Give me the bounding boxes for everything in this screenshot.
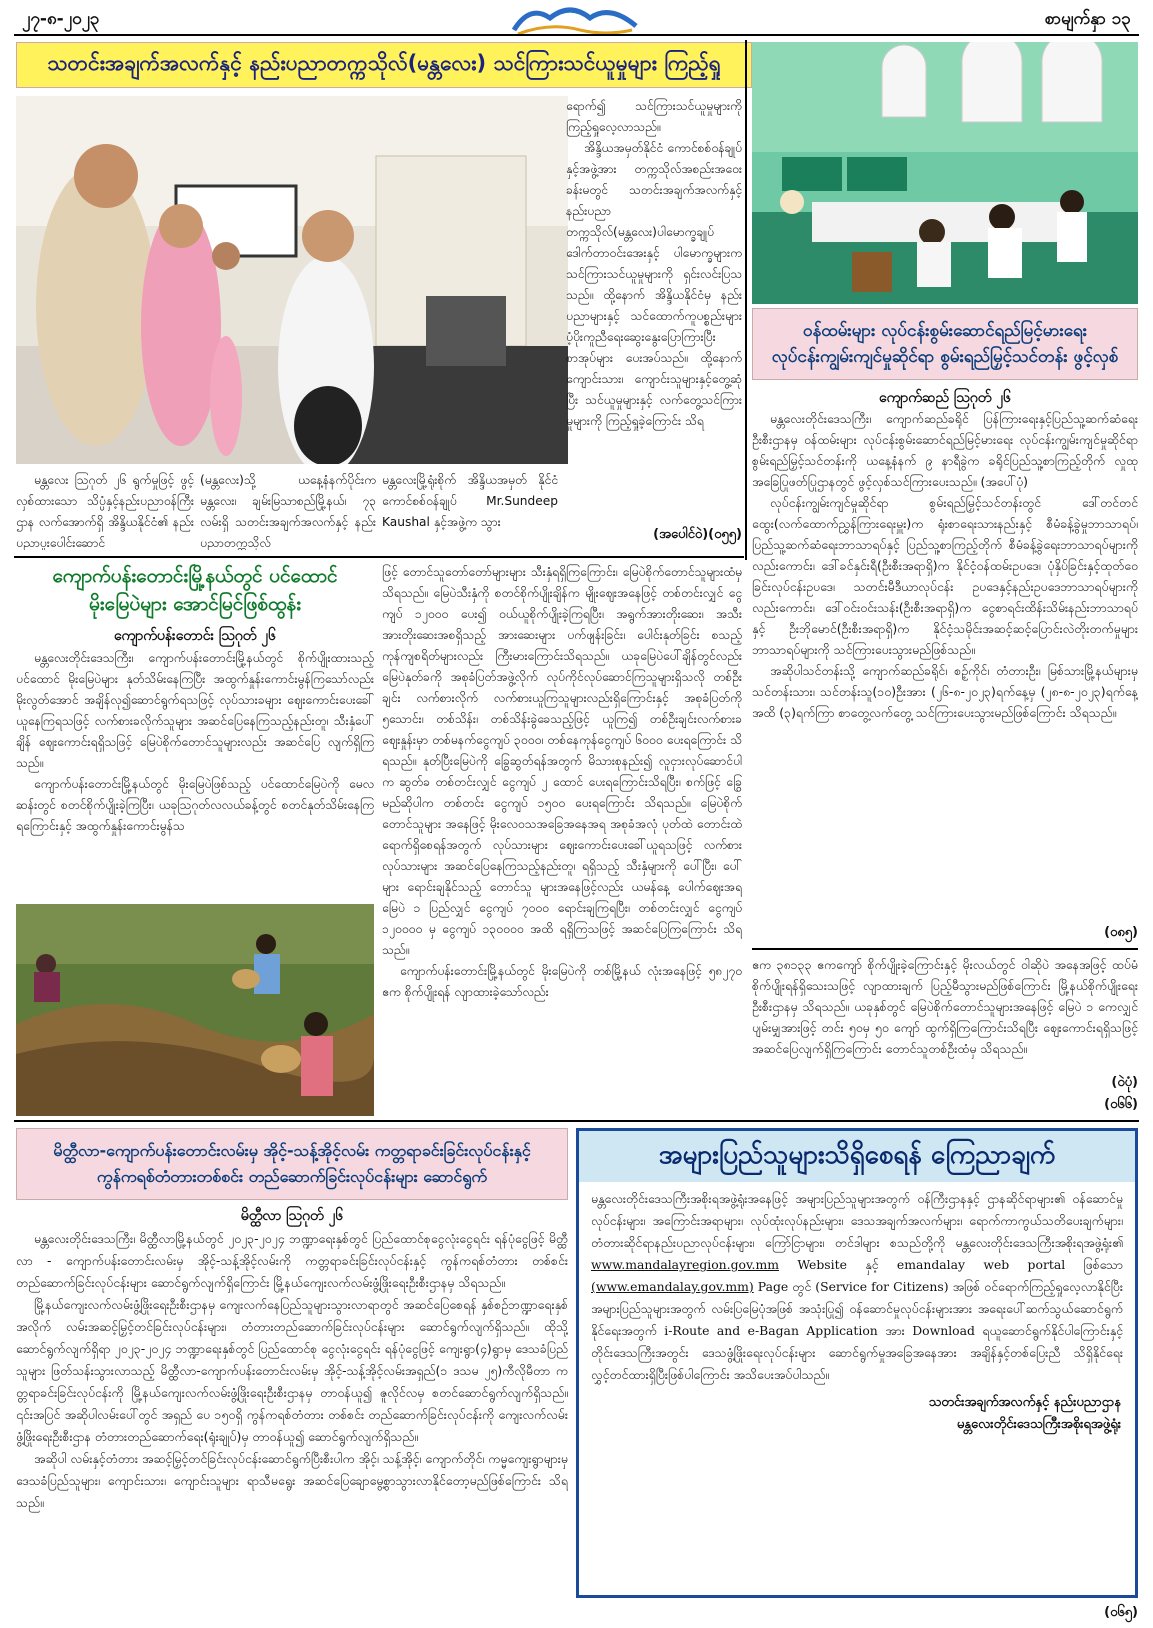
story4-para1: မန္တလေးတိုင်းဒေသကြီး၊ မိတ္ထီလာမြို့နယ်တွင် ၂၀၂၃-၂၀၂၄ ဘဏ္ဍာရေးနှစ်တွင် ပြည်ထောင်စုငွေလုံးငွေရင်း ရန်ပုံငွေဖြင့် မိတ္ထီလာ - ကျောက်ပန်းတောင်းလမ်းမှ အိုင့်-သန့်အိုင့်လမ်းကို ကတ္တရာခင်းခြင်းလုပ်ငန်းနှင့် ကွန်ကရစ်တံတား တစ်စင်း တည်ဆောက်ခြင်းလုပ်ငန်းများ ဆောင်ရွက်လျက်ရှိကြောင်း မြို့နယ်ကျေးလက်လမ်းဖွံ့ဖြိုးရေးဦးစီးဌာနမှ သိရသည်။: [16, 1231, 568, 1290]
story3-photo: [16, 904, 374, 1116]
story1-col-right-p2: အိန္ဒိယအမှတ်နိုင်ငံ ကောင်စစ်ဝန်ချုပ်နှင့်အဖွဲ့အား တက္ကသိုလ်အစည်းအဝေးခန်းမတွင် သတင်းအချက်အလက်နှင့်နည်းပညာတက္ကသိုလ်(မန္တလေး)ပါမောက္ခချုပ် ဒေါက်တာဝင်းအေးနှင့် ပါမောက္ခများက သင်ကြားသင်ယူမှုများကို ရှင်းလင်းပြသသည်။ ထို့နောက် အိန္ဒိယနိုင်ငံမှ နည်းပညာများနှင့် သင်ထောက်ကူပစ္စည်းများ ပံ့ပိုးကူညီရေးဆွေးနွေးပြောကြားပြီး စာအုပ်များ ပေးအပ်သည်။ ထို့နောက် ကျောင်းသား၊ ကျောင်းသူများနှင့်တွေ့ဆုံပြီး သင်ယူမှုများနှင့် လက်တွေ့သင်ကြားမှုများကို ကြည့်ရှုခဲ့ကြောင်း သိရ: [566, 141, 742, 428]
story4-code: (၀၆၅): [1104, 1605, 1138, 1620]
public-notice-box: [576, 1128, 1138, 1598]
story3-col3: [752, 954, 1138, 1084]
public-notice-title: အများပြည်သူများသိရှိစေရန် ကြေညာချက်: [579, 1131, 1135, 1182]
story1-col-c: [382, 470, 558, 550]
story3-para2: ကျောက်ပန်းတောင်းမြို့နယ်တွင် မိုးမြေပဲဖြစ်သည့် ပင်ထောင်မြေပဲကို မေလဆန်းတွင် စတင်စိုက်ပျိုးခဲ့ကြပြီး၊ ယခုဩဂုတ်လလယ်ခန့်တွင် စတင်နုတ်သိမ်းနေကြရကြောင်းနှင့် အထွက်နှုန်းကောင်းမွန်သ: [16, 777, 374, 833]
story4-headline-line1: မိတ္ထီလာ-ကျောက်ပန်းတောင်းလမ်းမှ အိုင့်-သန့်အိုင့်လမ်း ကတ္တရာခင်းခြင်းလုပ်ငန်းနှင့်: [53, 1141, 531, 1160]
public-notice-body-1: မန္တလေးတိုင်းဒေသကြီးအစိုးရအဖွဲ့ရုံးအနေဖြင့် အများပြည်သူများအတွက် ဝန်ကြီးဌာနနှင့် ဌာနဆိုင်ရာများ၏ ဝန်ဆောင်မှုလုပ်ငန်းများ၊ အကြောင်းအရာများ၊ လုပ်ထုံးလုပ်နည်းများ၊ ဒေသအချက်အလက်များ၊ ရောက်ကာကွယ်သတိပေးချက်များ၊ တံတားဆိုင်ရာနည်းပညာလုပ်ငန်းများ၊ ကြော်ငြာများ၊ တင်ဒါများ စသည်တို့ကို မန္တလေးတိုင်းဒေသကြီးအစိုးရအဖွဲ့ရုံး၏: [591, 1191, 1123, 1250]
emandalay-portal-link[interactable]: (www.emandalay.gov.mm): [591, 1279, 754, 1294]
story2-headline-line2: လုပ်ငန်းကျွမ်းကျင်မှုဆိုင်ရာ စွမ်းရည်မြှင့်သင်တန်း ဖွင့်လှစ်: [771, 347, 1119, 367]
story3-headline-line1: ကျောက်ပန်းတောင်းမြို့နယ်တွင် ပင်ထောင်: [52, 565, 338, 587]
public-notice-body: [579, 1182, 1135, 1392]
story1-col-right: [566, 96, 742, 524]
story3-code: (၀၆၆): [1104, 1097, 1138, 1112]
story3-headline: [16, 562, 374, 618]
story4-byline: မိတ္ထီလာ ဩဂုတ် ၂၆: [240, 1208, 344, 1224]
story4-para3: အဆိုပါ လမ်းနှင့်တံတား အဆင့်မြှင့်တင်ခြင်းလုပ်ငန်းဆောင်ရွက်ပြီးစီးပါက အိုင့်၊ သန့်အိုင့်၊ ကျောက်တိုင်၊ ကမ္မကျေးရွာများမှ ဒေသခံပြည်သူများ၊ ကျောင်းသား၊ ကျောင်းသူများ ရာသီမရွေး အဆင်ပြေချောမွေ့စွာသွားလာနိုင်တော့မည်ဖြစ်ကြောင်း သိရသည်။: [16, 1451, 568, 1510]
story2-photo: [752, 42, 1138, 304]
story1-headline: သတင်းအချက်အလက်နှင့် နည်းပညာတက္ကသိုလ်(မန္တလေး) သင်ကြားသင်ယူမှုများ ကြည့်ရှု: [16, 42, 752, 88]
story4-para2: မြို့နယ်ကျေးလက်လမ်းဖွံ့ဖြိုးရေးဦးစီးဌာနမှ ကျေးလက်နေပြည်သူများသွားလာရာတွင် အဆင်ပြေစေရန် နှစ်စဉ်ဘဏ္ဍာရေးနှစ်အလိုက် လမ်းအဆင့်မြှင့်တင်ခြင်းလုပ်ငန်းများ၊ တံတားတည်ဆောက်ခြင်းလုပ်ငန်းများ ဆောင်ရွက်လျက်ရှိသည်။ ထိုသို့ဆောင်ရွက်လျက်ရှိရာ ၂၀၂၃-၂၀၂၄ ဘဏ္ဍာရေးနှစ်တွင် ပြည်ထောင်စု ငွေလုံးငွေရင်း ရန်ပုံငွေဖြင့် ကျေးရွာ(၄)ရွာမှ ဒေသခံပြည်သူများ ဖြတ်သန်းသွားလာသည့် မိတ္ထီလာ-ကျောက်ပန်းတောင်းလမ်းမှ အိုင့်-သန့်အိုင့်လမ်းအရှည်(၁ ဒသမ ၂၅)ကီလိုမီတာ ကတ္တရာခင်းခြင်းလုပ်ငန်းကို မြို့နယ်ကျေးလက်လမ်းဖွံ့ဖြိုးရေးဦးစီးဌာနမှ တာဝန်ယူ၍ ဇူလိုင်လမှ စတင်ဆောင်ရွက်လျက်ရှိသည်။ ၎င်းအပြင် အဆိုပါလမ်းပေါ်တွင် အရှည် ပေ ၁၅၀ရှိ ကွန်ကရစ်တံတား တစ်စင်း တည်ဆောက်ခြင်းလုပ်ငန်းကို ကျေးလက်လမ်းဖွံ့ဖြိုးရေးဦးစီးဌာန တံတားတည်ဆောက်ရေး(ရုံးချုပ်)မှ တာဝန်ယူ၍ ဆောင်ရွက်လျက်ရှိသည်။: [16, 1297, 568, 1444]
story3-para1: မန္တလေးတိုင်းဒေသကြီး၊ ကျောက်ပန်းတောင်းမြို့နယ်တွင် စိုက်ပျိုးထားသည့် ပင်ထောင် မိုးမြေပဲများ နုတ်သိမ်းနေကြပြီး အထွက်နှုန်းကောင်းမွန်ကြသော်လည်း မိုးလွတ်အောင် အချိန်လု၍ဆောင်ရွက်ရသဖြင့် လုပ်သားခများ ဈေးကောင်းပေးခေါ်ယူနေကြရသဖြင့် လက်စားခလိုက်သူများ အဆင်ပြေနေကြသည့်နည်းတူ၊ သီးနှံပေါ်ချိန် ဈေးကောင်းရရှိသဖြင့် မြေပဲစိုက်တောင်သူများလည်း အဆင်ပြေ လျက်ရှိကြသည်။: [16, 651, 374, 770]
story2-byline: ကျောက်ဆည် ဩဂုတ် ၂၆: [878, 390, 1012, 406]
story1-code: (အပေါင်ဝဲ)(၀၅၅): [653, 527, 742, 542]
story2-headline: [752, 308, 1138, 380]
region-website-link[interactable]: www.mandalayregion.gov.mm: [591, 1257, 779, 1272]
story4-body: [16, 1228, 568, 1598]
page-number: စာမျက်နှာ ၁၃: [1044, 9, 1131, 29]
lower-rule: [14, 1120, 1139, 1122]
story3-col3-sign: (ဝဲပုံ): [1111, 1075, 1138, 1090]
column-divider-top: [745, 40, 747, 560]
story3-col3-text: ဧက ၃၈၁၃၃ ဧကကျော် စိုက်ပျိုးခဲ့ကြောင်းနှင့် မိုးလယ်တွင် ဝါဆိုပဲ အနေအဖြင့် ထပ်မံစိုက်ပျိုးရန်ရှိသေးသဖြင့် လျာထားချက် ပြည့်မီသွားမည်ဖြစ်ကြောင်း မြို့နယ်စိုက်ပျိုးရေးဦးစီးဌာနမှ သိရသည်။ ယခုနှစ်တွင် မြေပဲစိုက်တောင်သူများအနေဖြင့် မြေပဲ ၁ ကေလျှင် ပျမ်းမျှအားဖြင့် တင်း ၅၀မှ ၅၀ ကျော် ထွက်ရှိကြကြောင်းသိရပြီး ဈေးကောင်းရရှိသဖြင့် အဆင်ပြေလျက်ရှိကြကြောင်း တောင်သူတစ်ဦးထံမှ သိရသည်။: [752, 957, 1138, 1056]
public-notice-body-3: Page တွင် (Service for Citizens) အဖြစ် ဝင်ရောက်ကြည့်ရှုလေ့လာနိုင်ပြီး အများပြည်သူများအတွက် လမ်းပြမြေပုံအဖြစ် အသုံးပြု၍ ဝန်ဆောင်မှုလုပ်ငန်းများအား အရေးပေါ်ဆက်သွယ်ဆောင်ရွက်နိုင်ရေးအတွက် i-Route and e-Bagan Application အား Download ရယူဆောင်ရွက်နိုင်ပါကြောင်းနှင့် တိုင်းဒေသကြီးအတွင်း ဒေသဖွံ့ဖြိုးရေးလုပ်ငန်းများ ဆောင်ရွက်မှုအခြေအနေအား အချိန်နှင့်တစ်ပြေးညီ သိရှိနိုင်ရေး လွှင့်တင်ထားရှိပြီးဖြစ်ပါကြောင်း အသိပေးအပ်ပါသည်။: [591, 1279, 1123, 1382]
story3-byline: ကျောက်ပန်းတောင်း ဩဂုတ် ၂၆: [113, 628, 277, 644]
story3-col2-para1: ဖြင့် တောင်သူတော်တော်များများ သီးနှံရရှိကြကြောင်း၊ မြေပဲစိုက်တောင်သူများထံမှ သိရသည်။ မြေပဲသီးနှံကို စတင်စိုက်ပျိုးချိန်က မျိုးဈေးအနေဖြင့် တစ်တင်းလျှင် ငွေကျပ် ၁၂၀၀၀ ပေး၍ ဝယ်ယူစိုက်ပျိုးခဲ့ကြရပြီး၊ အရွက်အားတိုးဆေး၊ အသီးအားတိုးဆေးအစရှိသည့် အားဆေးများ ပက်ဖျန်းခြင်း၊ ပေါင်းနုတ်ခြင်း စသည့် ကုန်ကျစရိတ်များလည်း ကြီးမားကြောင်းသိရသည်။ ယခုမြေပဲပေါ်ချိန်တွင်လည်း မြေပဲနုတ်ခကို အစုခံပြတ်အဖွဲ့လိုက် လုပ်ကိုင်လုပ်ဆောင်ကြသူများရှိသလို တစ်ဦးချင်း လက်စားလိုက် လက်စားယူကြသူများလည်းရှိကြောင်းနှင့် အစုခံပြတ်ကို ၅သောင်း၊ တစ်သိန်း၊ တစ်သိန်းခွဲခေသည့်ဖြင့် ယူကြ၍ တစ်ဦးချင်းလက်စားခ ဈေးနှုန်းမှာ တစ်မနက်ငွေကျပ် ၃၀၀၀၊ တစ်နေကုန်ငွေကျပ် ၆၀၀၀ ပေးရကြောင်း သိရသည်။ နုတ်ပြီးမြေပဲကို ခြွေဆွတ်ရန်အတွက် မိသားစုနည်း၍ လူငှားလုပ်ဆောင်ပါက ဆွတ်ခ တစ်တင်းလျှင် ငွေကျပ် ၂ ထောင် ပေးရကြောင်းသိရပြီး၊ စက်ဖြင့် ခြွေမည်ဆိုပါက တစ်တင်း ငွေကျပ် ၁၅၀၀ ပေးရကြောင်း သိရသည်။ မြေပဲစိုက်တောင်သူများ အနေဖြင့် မိုးလေဝသအခြေအနေအရ အစုခံအလုံ ပုတ်ထဲ တောင်းထဲ ရောက်ရှိစေရန်အတွက် လုပ်သားများ ဈေးကောင်းပေးခေါ်ယူရသဖြင့် လက်စားလုပ်သားများ အဆင်ပြေနေကြသည့်နည်းတူ၊ ရရှိသည့် သီးနှံများကို ပေါ်ပြီး၊ ပေါ်များ ရောင်းချနိုင်သည့် တောင်သူ များအနေဖြင့်လည်း ယမန်နေ့ ပေါက်ဈေးအရ မြေပဲ ၁ ပြည်လျှင် ငွေကျပ် ၇၀၀၀ ရောင်းချကြရပြီး၊ တစ်တင်းလျှင် ငွေကျပ် ၁၂၀၀၀၀ မှ ငွေကျပ် ၁၃၀၀၀၀ အထိ ရရှိကြသဖြင့် အဆင်ပြေကြကြောင်း သိရသည်။: [382, 565, 742, 957]
story1-col-a: [16, 470, 194, 550]
story2-body: [752, 408, 1138, 918]
story3-col2: [382, 562, 742, 1116]
story2-para1: မန္တလေးတိုင်းဒေသကြီး၊ ကျောက်ဆည်ခရိုင် ပြန်ကြားရေးနှင့်ပြည်သူ့ဆက်ဆံရေးဦးစီးဌာနမှ ဝန်ထမ်းများ လုပ်ငန်းစွမ်းဆောင်ရည်မြင့်မားရေး လုပ်ငန်းကျွမ်းကျင်မှုဆိုင်ရာ စွမ်းရည်မြှင့်သင်တန်းကို ယနေ့နံနက် ၉ နာရီခွဲက ခရိုင်ပြည်သူ့စာကြည့်တိုက် လှုထုအခြေပြုဖတ်ပြုဌာနတွင် ဖွင့်လှစ်သင်ကြားပေးသည်။ (အပေါ်ပုံ): [752, 411, 1138, 489]
story3-col1: [16, 648, 374, 900]
story2-headline-line1: ဝန်ထမ်းများ လုပ်ငန်းစွမ်းဆောင်ရည်မြင့်မားရေး: [802, 321, 1088, 341]
story4-headline-line2: ကွန်ကရစ်တံတားတစ်စင်း တည်ဆောက်ခြင်းလုပ်ငန်းများ ဆောင်ရွက်: [96, 1167, 488, 1186]
story1-col-c-text: မန္တလေးမြို့ရုံးစိုက် အိန္ဒိယအမှတ် နိုင်ငံကောင်စစ်ဝန်ချုပ် Mr.Sundeep Kaushal နှင့်အဖွဲ့က သွား: [382, 473, 558, 529]
public-notice-signature-dept: သတင်းအချက်အလက်နှင့် နည်းပညာဌာန: [928, 1395, 1121, 1410]
story1-col-a-text: မန္တလေး ဩဂုတ် ၂၆ ရွက်မှုဖြင့် ဖွင့်လှစ်ထားသော သိပ္ပံနှင့်နည်းပညာဝန်ကြီး ဌာန လက်အောက်ရှိ အိန္ဒိယနိုင်ငံ၏ နည်းပညာပူးပေါင်းဆောင်: [16, 473, 194, 550]
story4-headline: [16, 1128, 568, 1200]
mid-rule-right: [752, 948, 1138, 950]
issue-date: ၂၇-၈-၂၀၂၃: [22, 9, 100, 29]
story1-col-b: [200, 470, 376, 550]
story1-col-right-p1: ရောက်၍ သင်ကြားသင်ယူမှုများကို ကြည့်ရှုလေ့လာသည်။: [566, 99, 742, 134]
public-notice-signature-office: မန္တလေးတိုင်းဒေသကြီးအစိုးရအဖွဲ့ရုံး: [956, 1417, 1121, 1432]
story2-code: (၀၈၅): [1104, 925, 1138, 940]
story3-col2-para2: ကျောက်ပန်းတောင်းမြို့နယ်တွင် မိုးမြေပဲကို တစ်မြို့နယ် လုံးအနေဖြင့် ၅၈၂၇၀ ဧက စိုက်ပျိုးရန် လျာထားခဲ့သော်လည်း: [382, 964, 742, 999]
mid-rule-left: [14, 556, 744, 558]
story1-col-b-text: (မန္တလေး)သို့ ယနေ့နံနက်ပိုင်းက မန္တလေး၊ ချမ်းမြသာစည်မြို့နယ်၊ ၇၃ လမ်းရှိ သတင်းအချက်အလက်နှင့် နည်းပညာတက္ကသိုလ်: [200, 473, 376, 550]
story3-headline-line2: မိုးမြေပဲများ အောင်မြင်ဖြစ်ထွန်း: [88, 593, 302, 615]
story2-para3: အဆိုပါသင်တန်းသို့ ကျောက်ဆည်ခရိုင်၊ စဉ့်ကိုင်၊ တံတားဦး၊ မြစ်သားမြို့နယ်များမှ သင်တန်းသား၊ သင်တန်းသူ(၁၀)ဦးအား (၂၆-၈-၂၀၂၃)ရက်နေ့မှ (၂၈-၈-၂၀၂၃)ရက်နေ့အထိ (၃)ရက်ကြာ စာတွေ့လက်တွေ့ သင်ကြားပေးသွားမည်ဖြစ်ကြောင်း သိရသည်။: [752, 663, 1138, 720]
header-rule: [14, 34, 1139, 36]
story1-photo: [16, 96, 568, 464]
story2-para2: လုပ်ငန်းကျွမ်းကျင်မှုဆိုင်ရာ စွမ်းရည်မြှင့်သင်တန်းတွင် ဒေါ်တင်တင်ထွေး(လက်ထောက်ညွှန်ကြားရေးမှူး)က ရုံးစာရေးသားနည်းနှင့် စီမံခန့်ခွဲမှုဘာသာရပ်၊ ပြည်သူ့ဆက်ဆံရေးဘာသာရပ်နှင့် ပြည်သူ့စာကြည့်တိုက် စီမံခန့်ခွဲရေးဘာသာရပ်များကိုလည်းကောင်း၊ ဒေါ်ခင်နှင်းရီ(ဦးစီးအရာရှိ)က နိုင်ငံ့ဝန်ထမ်းဥပဒေ၊ ပုံနှိပ်ခြင်းနှင့်ထုတ်ဝေခြင်းလုပ်ငန်းဥပဒေ၊ သတင်းမီဒီယာလုပ်ငန်း ဥပဒေနှင့်နည်းဥပဒေဘာသာရပ်များကိုလည်းကောင်း၊ ဒေါ်ဝင်းဝင်းသန်း(ဦးစီးအရာရှိ)က ငွေစာရင်းထိန်းသိမ်းနည်းဘာသာရပ်နှင့် ဦးဘိုမောင်(ဦးစီးအရာရှိ)က နိုင်ငံ့သမိုင်းအဆင့်ဆင့်ပြောင်းလဲတိုးတက်မှုများ ဘာသာရပ်များကို သင်ကြားပေးသွားမည်ဖြစ်သည်။: [752, 495, 1138, 657]
public-notice-body-2: Website နှင့် emandalay web portal ဖြစ်သော: [797, 1257, 1123, 1272]
